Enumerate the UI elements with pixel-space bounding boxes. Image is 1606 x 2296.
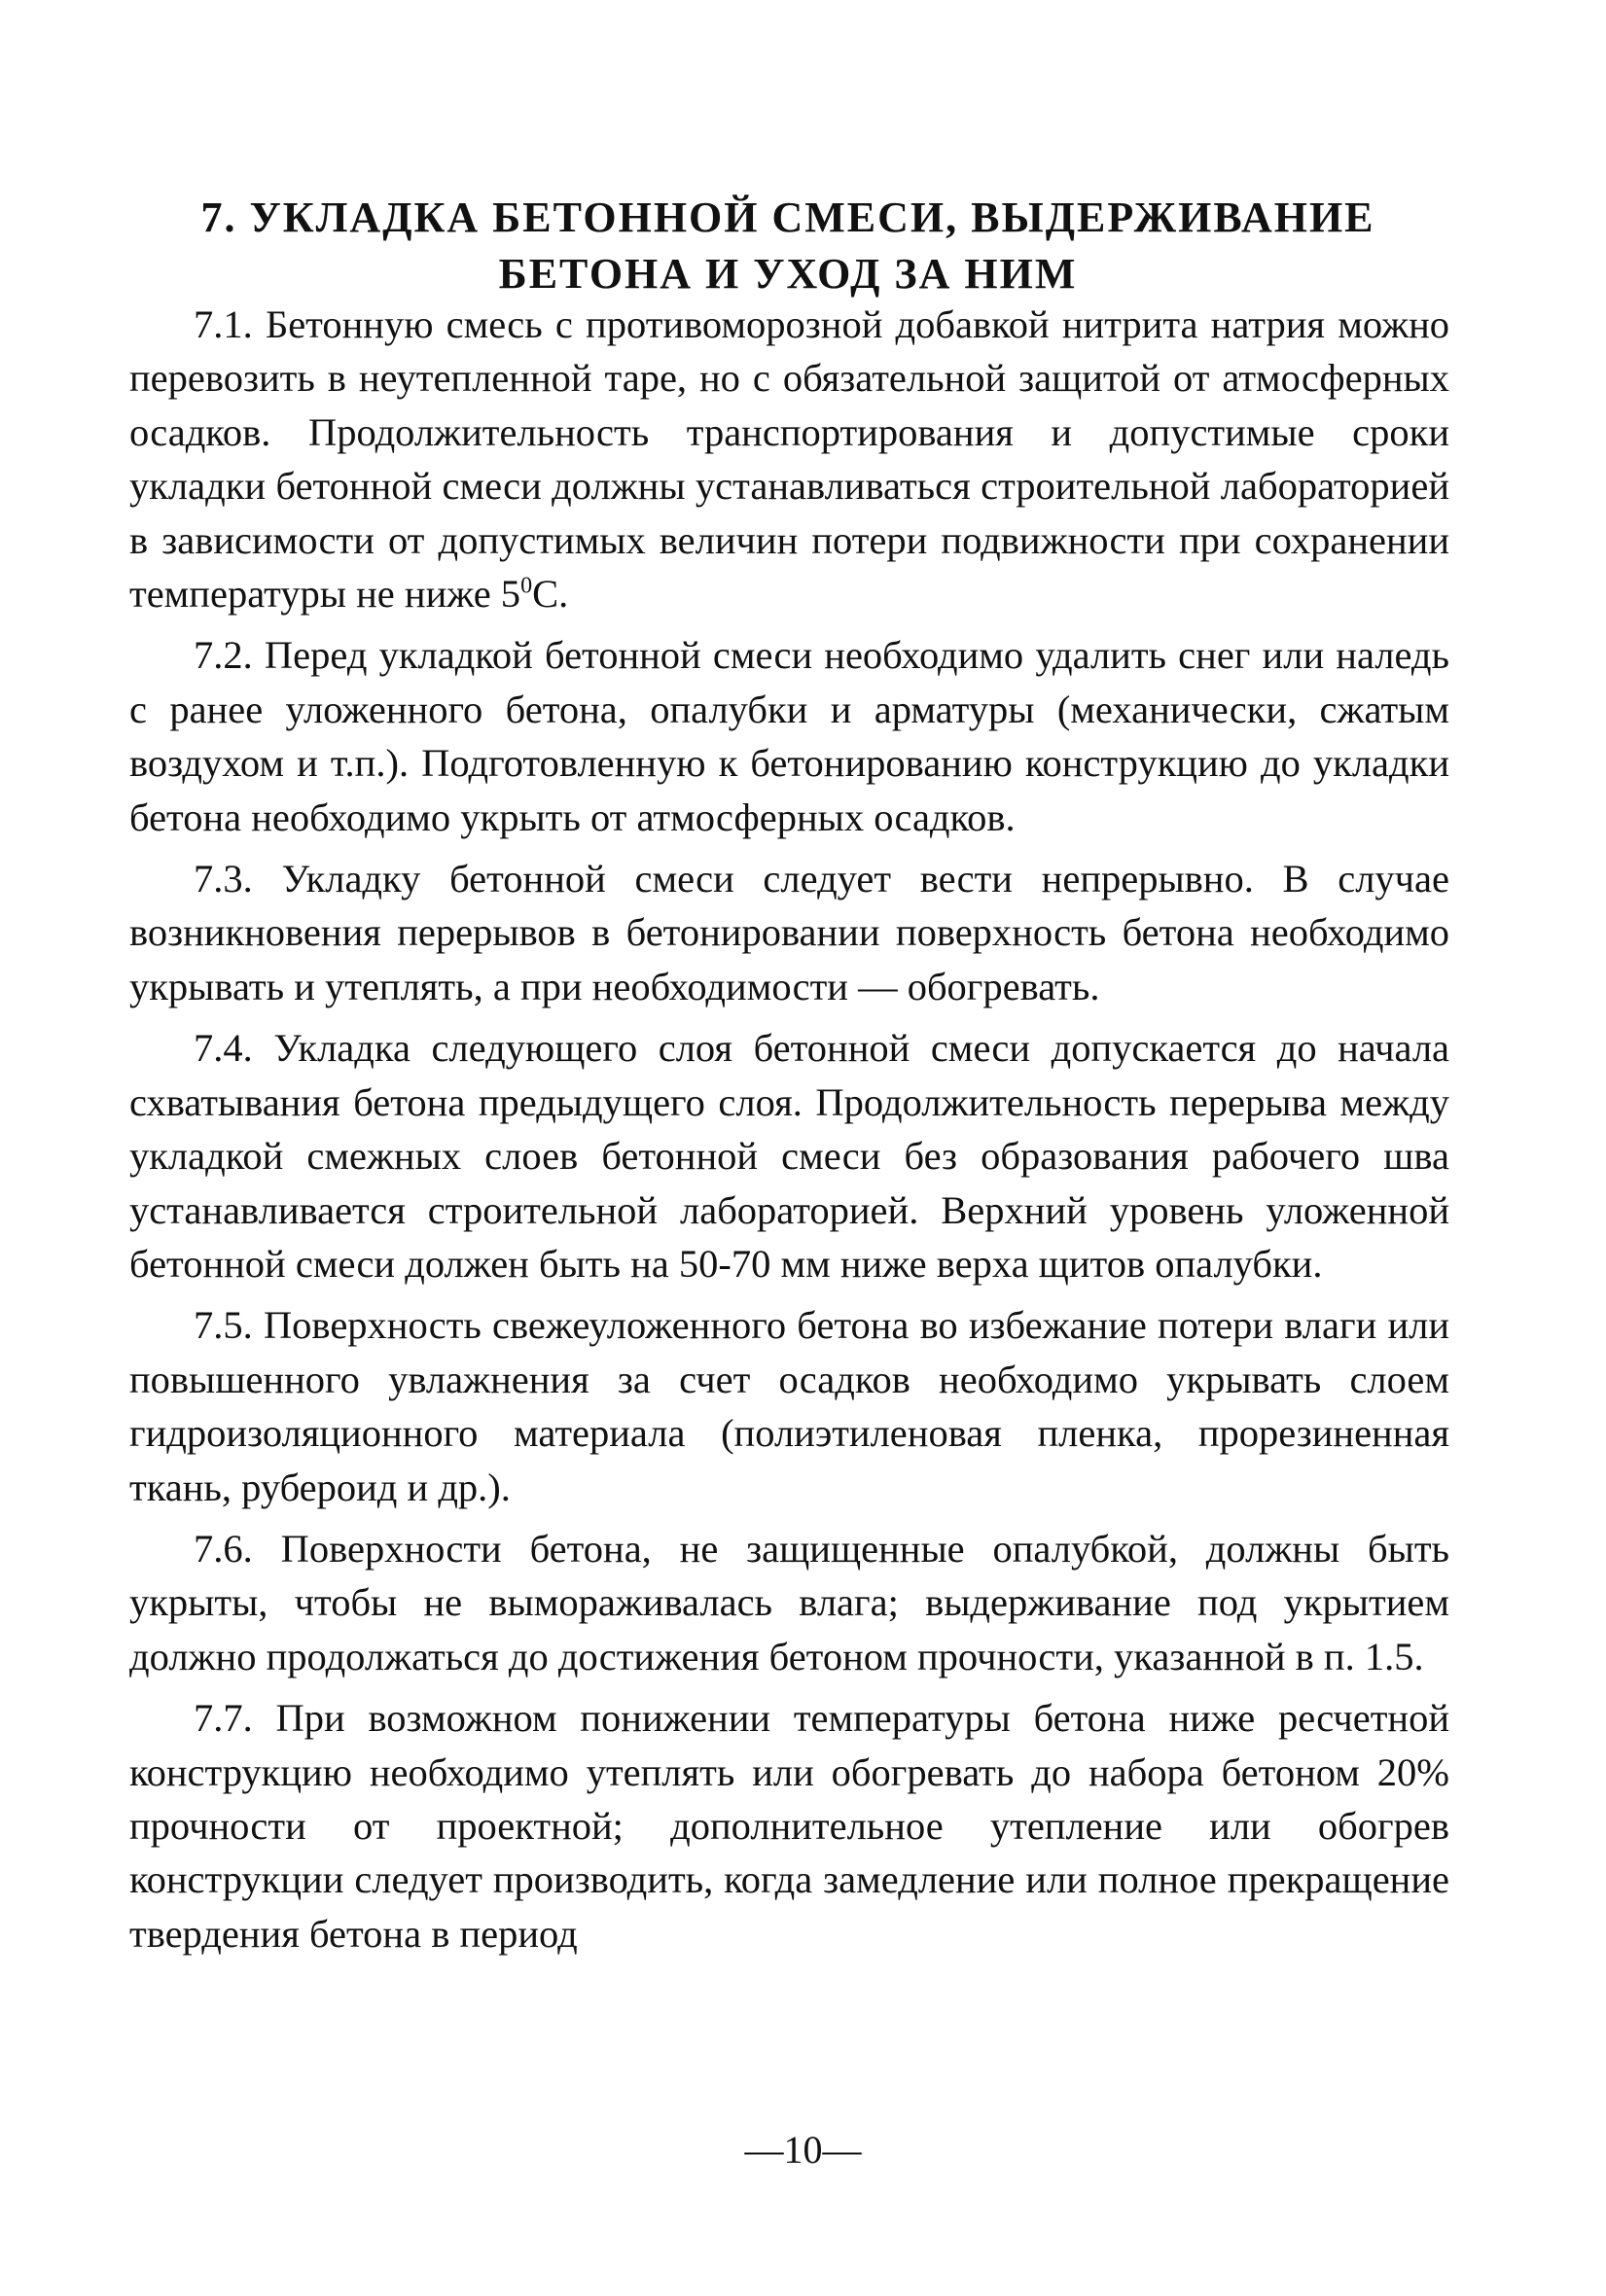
- paragraph-number: 7.1.: [194, 302, 253, 346]
- paragraph-text: Укладка следующего слоя бетонной смеси допускается до начала схватывания бетона предыдущего слоя. Продолжительность перерыва между укладкой смежных слоев бетонной смеси без образования рабочего шва устанавливается строительной лабораторией. Верхний уровень уложенной бетонной смеси должен быть на 50-70 мм ниже верха щитов опалубки.: [129, 1026, 1450, 1286]
- paragraph-text: Укладку бетонной смеси следует вести непрерывно. В случае возникновения перерывов в бетонировании поверхность бетона необходимо укрывать и утеплять, а при необходимости — обогревать.: [129, 857, 1449, 1008]
- paragraph-7-3: [129, 852, 1449, 1013]
- paragraph-number: 7.2.: [194, 633, 253, 678]
- paragraph-7-5: [129, 1298, 1449, 1514]
- paragraph-text: Перед укладкой бетонной смеси необходимо удалить снег или наледь с ранее уложенного бетона, опалубки и арматуры (механически, сжатым воздухом и т.п.). Подготовленную к бетонированию конструкцию до укладки бетона необходимо укрыть от атмосферных осадков.: [129, 633, 1450, 839]
- paragraph-text: Поверхности бетона, не защищенные опалубкой, должны быть укрыты, чтобы не вымораживалась влага; выдерживание под укрытием должно продолжаться до достижения бетоном прочности, указанной в п. 1.5.: [129, 1526, 1450, 1678]
- paragraph-number: 7.4.: [194, 1026, 253, 1071]
- paragraph-7-2: [129, 628, 1449, 844]
- page-number: —10—: [744, 2128, 862, 2172]
- paragraph-text: Поверхность свежеуложенного бетона во избежание потери влаги или повышенного увлажнения за счет осадков необходимо укрывать слоем гидроизоляционного материала (полиэтиленовая пленка, прорезиненная ткань, рубероид и др.).: [129, 1303, 1449, 1509]
- paragraph-number: 7.5.: [194, 1303, 253, 1348]
- paragraph-text: При возможном понижении температуры бетона ниже ресчетной конструкцию необходимо утеплять или обогревать до набора бетоном 20% прочности от проектной; дополнительное утепление или обогрев конструкции следует производить, когда замедление или полное прекращение твердения бетона в период: [129, 1696, 1450, 1956]
- paragraph-text: Бетонную смесь с противоморозной добавкой нитрита натрия можно перевозить в неутепленной таре, но с обязательной защитой от атмосферных осадков. Продолжительность транспортирования и допустимые сроки укладки бетонной смеси должны устанавливаться строительной лабораторией в зависимости от допустимых величин потери подвижности при сохранении температуры не ниже 5: [129, 302, 1450, 617]
- section-body: [129, 298, 1449, 1968]
- paragraph-7-7: [129, 1691, 1449, 1960]
- paragraph-number: 7.7.: [194, 1696, 253, 1741]
- paragraph-number: 7.6.: [194, 1526, 253, 1571]
- paragraph-text-end: С.: [532, 572, 569, 617]
- paragraph-7-4: [129, 1021, 1449, 1290]
- section-heading-line-2: БЕТОНА И УХОД ЗА НИМ: [498, 250, 1078, 298]
- section-heading: [126, 190, 1449, 302]
- paragraph-number: 7.3.: [194, 857, 253, 901]
- degree-superscript: 0: [520, 573, 533, 599]
- paragraph-7-1: [129, 298, 1449, 620]
- paragraph-7-6: [129, 1522, 1449, 1683]
- section-heading-line-1: 7. УКЛАДКА БЕТОННОЙ СМЕСИ, ВЫДЕРЖИВАНИЕ: [200, 194, 1375, 241]
